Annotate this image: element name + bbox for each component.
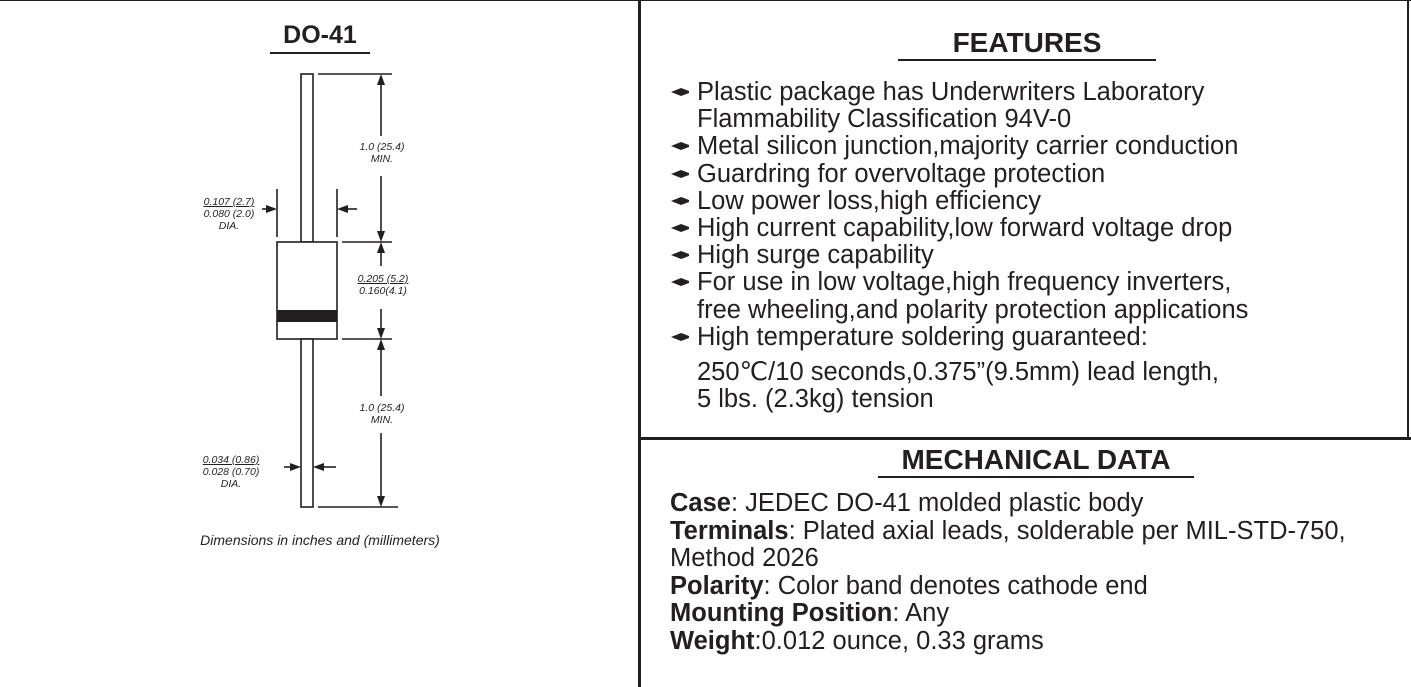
feature-text: For use in low voltage,high frequency inverters, free wheeling,and polarity protection applications — [697, 268, 1249, 324]
feature-item — [670, 269, 1400, 323]
diamond-bullet-icon — [670, 161, 692, 188]
feature-item — [670, 161, 1400, 188]
diamond-bullet-icon — [670, 269, 692, 296]
package-name: DO-41 — [270, 21, 370, 54]
feature-item — [670, 79, 1400, 133]
dimensions-caption: Dimensions in inches and (millimeters) — [200, 532, 440, 548]
vertical-divider — [638, 1, 641, 687]
cathode-band — [277, 310, 337, 322]
mechanical-data-label: Polarity — [670, 571, 764, 600]
diode-outline-drawing — [0, 1, 638, 687]
features-title: FEATURES — [898, 27, 1156, 61]
feature-text: Guardring for overvoltage protection — [697, 159, 1106, 188]
diamond-bullet-icon — [670, 324, 692, 351]
feature-text: Metal silicon junction,majority carrier conduction — [697, 132, 1239, 161]
mechanical-data-label: Mounting Position — [670, 599, 893, 627]
mechanical-data-label: Weight — [670, 626, 755, 655]
feature-extra-text: 250℃/10 seconds,0.375”(9.5mm) lead length, 5 lbs. (2.3kg) tension — [697, 358, 1219, 414]
feature-item — [670, 188, 1400, 215]
right-border — [1407, 1, 1409, 438]
top-lead-length-label: 1.0 (25.4) MIN. — [359, 141, 405, 165]
mechanical-data-row — [670, 600, 1405, 628]
diamond-bullet-icon — [670, 79, 692, 106]
mechanical-data-value: : Any — [892, 599, 950, 627]
mechanical-data-value: :0.012 ounce, 0.33 grams — [754, 626, 1044, 655]
body-diameter-label: 0.107 (2.7) 0.080 (2.0) DIA. — [203, 196, 255, 232]
horizontal-divider — [640, 437, 1411, 440]
diode-body — [277, 242, 337, 339]
mechanical-data-value: : JEDEC DO-41 molded plastic body — [730, 489, 1144, 517]
mechanical-data-row — [670, 628, 1405, 656]
mechanical-data-row — [670, 518, 1405, 573]
mechanical-data-row — [670, 573, 1405, 601]
diamond-bullet-icon — [670, 133, 692, 160]
mechanical-data-body — [670, 490, 1405, 655]
bottom-lead — [301, 339, 313, 507]
features-list — [670, 79, 1400, 413]
mechanical-data-title: MECHANICAL DATA — [878, 443, 1194, 478]
feature-item — [670, 324, 1400, 414]
mechanical-data-value: : Plated axial leads, solderable per MIL-STD-750, Method 2026 — [670, 516, 1346, 572]
feature-item — [670, 215, 1400, 242]
feature-text: High temperature soldering guaranteed: — [697, 322, 1148, 351]
top-lead — [301, 74, 313, 242]
mechanical-data-label: Terminals — [670, 516, 789, 545]
feature-text: High surge capability — [697, 241, 934, 270]
feature-item — [670, 242, 1400, 269]
mechanical-data-value: : Color band denotes cathode end — [763, 571, 1148, 600]
mechanical-data-row — [670, 490, 1405, 518]
diamond-bullet-icon — [670, 215, 692, 242]
feature-item — [670, 133, 1400, 160]
lead-diameter-label: 0.034 (0.86) 0.028 (0.70) DIA. — [202, 454, 260, 490]
diamond-bullet-icon — [670, 242, 692, 269]
package-drawing — [0, 1, 638, 687]
diamond-bullet-icon — [670, 188, 692, 215]
mechanical-data-label: Case — [670, 489, 731, 517]
feature-text: High current capability,low forward voltage drop — [697, 214, 1233, 243]
feature-text: Low power loss,high efficiency — [697, 186, 1041, 215]
bottom-lead-length-label: 1.0 (25.4) MIN. — [359, 402, 405, 426]
body-length-label: 0.205 (5.2) 0.160(4.1) — [357, 273, 409, 297]
feature-text: Plastic package has Underwriters Laboratory Flammability Classification 94V-0 — [697, 78, 1205, 134]
